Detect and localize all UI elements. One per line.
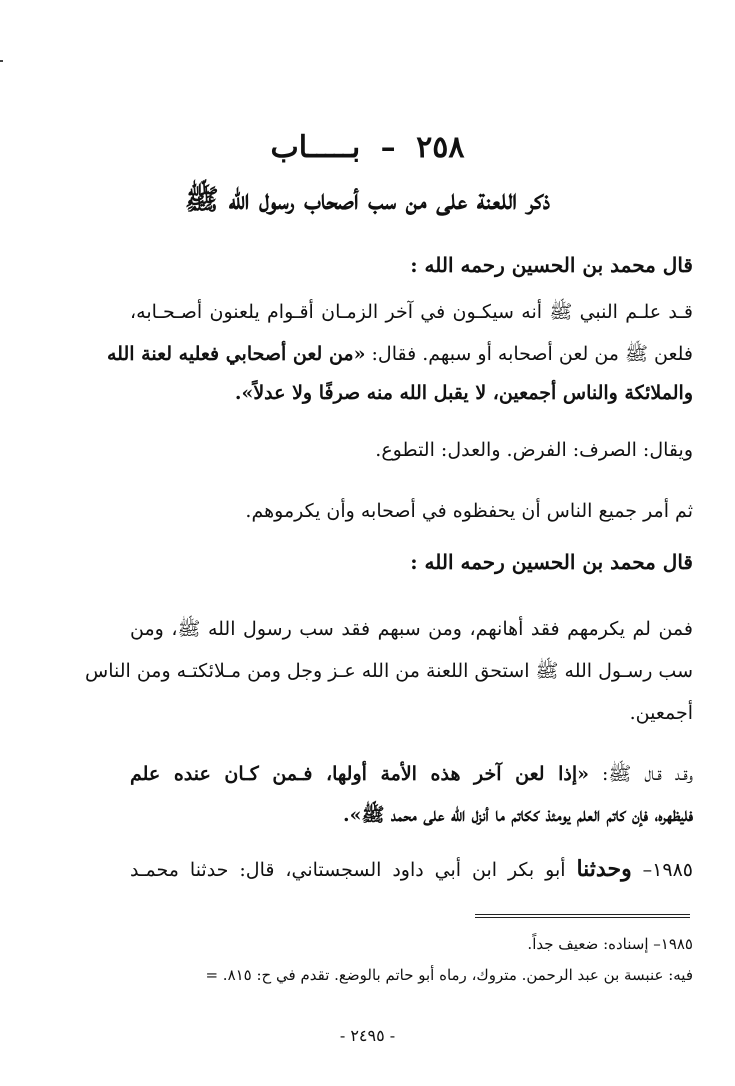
chapter-word: بـــــاب <box>270 130 361 165</box>
footnote-2: فيه: عنبسة بن عبد الرحمن. متروك، رماه أبو حاتم بالوضع. تقدم في ح: ٨١٥. = <box>205 966 693 984</box>
paragraph-definitions: ويقال: الصرف: الفرض. والعدل: التطوع. <box>375 439 693 461</box>
isnad-chain: أبو بكر ابن أبي داود السجستاني، قال: حدثنا محمـد <box>130 859 577 881</box>
paragraph-isnad <box>130 854 693 885</box>
isnad-keyword: وحدثنا <box>576 856 632 882</box>
paragraph-1-line-2-plain: فلعن ﷺ من لعن أصحابه أو سبهم. فقال: <box>365 343 693 365</box>
hadith-quote-2-start: «إذا لعن آخر هذه الأمة أولها، فـمن كـان عنده علم <box>130 763 589 785</box>
hadith-number: ١٩٨٥– <box>631 859 693 881</box>
paragraph-4-line-3: أجمعين. <box>629 702 693 724</box>
paragraph-1-line-2 <box>107 339 693 369</box>
chapter-heading <box>0 128 735 168</box>
chapter-number: ٢٥٨ <box>416 130 465 165</box>
chapter-title: ذكر اللعنة على من سب أصحاب رسول الله ﷺ <box>184 183 551 216</box>
footnote-divider <box>475 914 690 918</box>
chapter-separator: – <box>380 130 396 165</box>
speaker-heading-2: قال محمد بن الحسين رحمه الله : <box>410 550 693 574</box>
hadith-quote-1-end: والملائكة والناس أجمعين، لا يقبل الله منه صرفًا ولا عدلاً». <box>234 382 693 404</box>
footnote-1: ١٩٨٥– إسناده: ضعيف جداً. <box>527 935 693 953</box>
hadith-quote-1-start: «من لعن أصحابي فعليه لعنة الله <box>107 343 366 365</box>
paragraph-1-line-1: قـد علـم النبي ﷺ أنه سيكـون في آخر الزمـان أقـوام يلعنون أصـحـابه، <box>130 301 693 323</box>
margin-mark <box>0 60 3 62</box>
paragraph-command: ثم أمر جميع الناس أن يحفظوه في أصحابه وأن يكرموهم. <box>245 500 693 522</box>
speaker-heading-1: قال محمد بن الحسين رحمه الله : <box>410 253 693 277</box>
paragraph-5-line-1 <box>130 759 693 789</box>
paragraph-4-line-1: فمن لم يكرمهم فقد أهانهم، ومن سبهم فقد سب رسول الله ﷺ، ومن <box>130 618 693 640</box>
paragraph-5-intro: وقـد قـال ﷺ: <box>589 763 693 785</box>
paragraph-4-line-2: سب رسـول الله ﷺ استحق اللعنة من الله عـز وجل ومن مـلائكتـه ومن الناس <box>85 660 693 682</box>
page-number: - ٢٤٩٥ - <box>339 1026 396 1045</box>
hadith-quote-2-end: فليظهره، فإن كاتم العلم يومئذ ككاتم ما أنزل الله على محمد ﷺ». <box>343 804 693 826</box>
